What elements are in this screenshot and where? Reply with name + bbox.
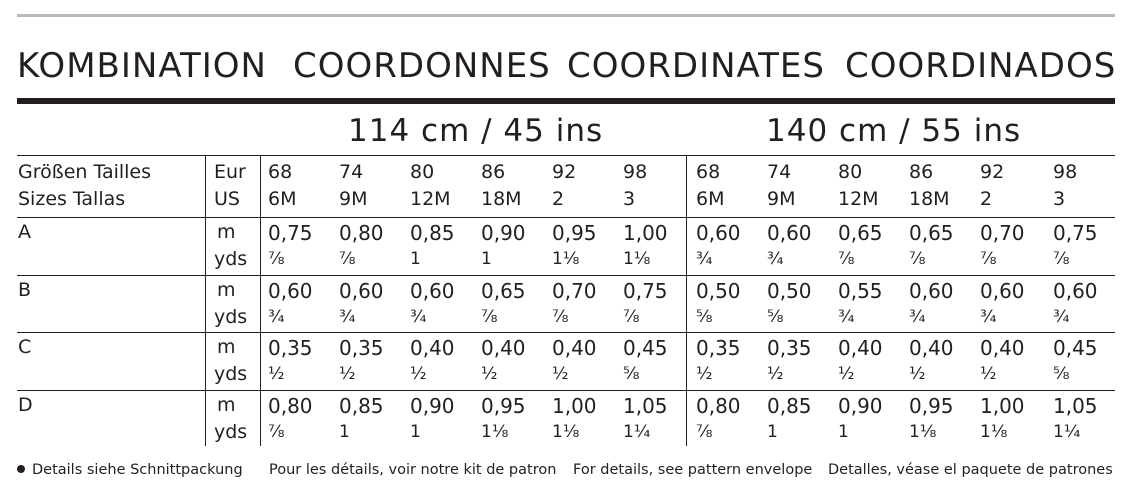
eur-label: Eur [214,161,246,183]
cell-yds: ⅞ [838,249,855,269]
cell-yds: 1⅛ [909,422,937,442]
cell-yds: ¾ [1053,307,1070,327]
cell-yds: ⅝ [767,307,784,327]
cell-yds: ½ [268,364,285,384]
cell-yds: ⅞ [339,249,356,269]
size-us-114-4: 2 [552,188,565,210]
fabric-width-140: 140 cm / 55 ins [766,113,1022,149]
table-rule-b [17,275,1115,276]
cell-m: 0,40 [909,336,954,360]
cell-m: 0,95 [909,394,954,418]
cell-yds: 1 [838,422,849,442]
unit-m: m [217,336,236,358]
size-eur-140-2: 80 [838,161,863,183]
title-underline [17,98,1115,104]
cell-yds: 1 [481,249,492,269]
footnote-german [17,462,243,478]
cell-m: 1,05 [623,394,668,418]
cell-m: 0,60 [339,279,384,303]
cell-yds: ¾ [268,307,285,327]
title-french: COORDONNES [293,46,551,86]
cell-m: 1,00 [552,394,597,418]
size-eur-114-3: 86 [481,161,506,183]
title-spanish: COORDINADOS [845,46,1117,86]
footnote-spanish: Detalles, véase el paquete de patrones [828,462,1113,478]
cell-m: 0,40 [980,336,1025,360]
size-eur-114-0: 68 [268,161,293,183]
cell-yds: ⅞ [268,249,285,269]
divider-width-114 [260,156,261,446]
cell-yds: ⅞ [1053,249,1070,269]
size-eur-114-1: 74 [339,161,364,183]
cell-yds: ⅞ [552,307,569,327]
cell-m: 0,85 [339,394,384,418]
cell-m: 0,85 [410,221,455,245]
cell-m: 0,95 [552,221,597,245]
row-label-c: C [18,336,32,358]
cell-yds: ½ [980,364,997,384]
cell-m: 0,40 [481,336,526,360]
cell-yds: ½ [339,364,356,384]
cell-yds: ⅞ [909,249,926,269]
size-eur-140-4: 92 [980,161,1005,183]
unit-yds: yds [214,363,248,385]
cell-yds: 1⅛ [623,249,651,269]
cell-yds: 1⅛ [552,422,580,442]
fabric-width-114: 114 cm / 45 ins [348,113,604,149]
unit-yds: yds [214,306,248,328]
cell-m: 0,60 [410,279,455,303]
size-us-140-3: 18M [909,188,950,210]
cell-yds: ¾ [767,249,784,269]
size-us-114-3: 18M [481,188,522,210]
cell-m: 0,45 [623,336,668,360]
cell-m: 0,80 [339,221,384,245]
divider-label-column [205,156,206,446]
cell-yds: ½ [481,364,498,384]
cell-m: 0,65 [838,221,883,245]
cell-m: 0,90 [481,221,526,245]
unit-yds: yds [214,248,248,270]
cell-m: 0,60 [696,221,741,245]
cell-yds: 1¼ [623,422,651,442]
table-rule-c [17,332,1115,333]
cell-yds: 1 [767,422,778,442]
title-english: COORDINATES [567,46,825,86]
cell-m: 0,90 [838,394,883,418]
size-us-140-2: 12M [838,188,879,210]
footnote-french: Pour les détails, voir notre kit de patron [269,462,557,478]
cell-yds: ⅝ [623,364,640,384]
cell-yds: ¾ [980,307,997,327]
cell-yds: 1 [410,422,421,442]
cell-m: 0,60 [268,279,313,303]
cell-m: 0,80 [696,394,741,418]
cell-m: 0,65 [481,279,526,303]
row-label-d: D [18,394,33,416]
cell-yds: ⅞ [696,422,713,442]
cell-m: 0,90 [410,394,455,418]
cell-m: 0,45 [1053,336,1098,360]
cell-yds: 1¼ [1053,422,1081,442]
cell-m: 0,95 [481,394,526,418]
unit-m: m [217,221,236,243]
cell-yds: ⅞ [623,307,640,327]
top-rule [17,14,1115,17]
cell-m: 0,70 [552,279,597,303]
cell-m: 0,40 [838,336,883,360]
cell-m: 0,35 [268,336,313,360]
cell-m: 0,50 [767,279,812,303]
cell-yds: ½ [909,364,926,384]
row-label-a: A [18,221,31,243]
size-us-114-5: 3 [623,188,636,210]
size-us-140-1: 9M [767,188,796,210]
cell-m: 0,40 [552,336,597,360]
table-rule-header [17,155,1115,156]
size-us-140-0: 6M [696,188,725,210]
footnote-english: For details, see pattern envelope [573,462,813,478]
size-eur-140-3: 86 [909,161,934,183]
cell-m: 0,55 [838,279,883,303]
cell-m: 0,75 [1053,221,1098,245]
row-label-b: B [18,279,32,301]
cell-m: 1,05 [1053,394,1098,418]
cell-yds: 1 [339,422,350,442]
title-german: KOMBINATION [17,46,267,86]
size-us-140-4: 2 [980,188,993,210]
size-eur-114-2: 80 [410,161,435,183]
cell-yds: 1⅛ [552,249,580,269]
cell-yds: ⅝ [696,307,713,327]
size-eur-140-0: 68 [696,161,721,183]
footnote-german-text: Details siehe Schnittpackung [32,462,243,478]
cell-yds: ½ [410,364,427,384]
cell-m: 0,70 [980,221,1025,245]
cell-yds: ¾ [838,307,855,327]
cell-m: 0,85 [767,394,812,418]
cell-m: 0,65 [909,221,954,245]
size-us-114-0: 6M [268,188,297,210]
cell-yds: ¾ [696,249,713,269]
size-eur-114-4: 92 [552,161,577,183]
size-label-line2: Sizes Tallas [18,188,126,210]
size-us-114-2: 12M [410,188,451,210]
cell-m: 0,35 [696,336,741,360]
size-us-114-1: 9M [339,188,368,210]
table-rule-d [17,390,1115,391]
cell-m: 0,60 [1053,279,1098,303]
unit-yds: yds [214,421,248,443]
cell-m: 0,60 [909,279,954,303]
size-label-line1: Größen Tailles [18,161,152,183]
cell-m: 0,80 [268,394,313,418]
cell-m: 0,60 [980,279,1025,303]
cell-yds: ¾ [909,307,926,327]
cell-m: 0,60 [767,221,812,245]
cell-yds: ½ [838,364,855,384]
cell-yds: ¾ [410,307,427,327]
cell-yds: ½ [696,364,713,384]
cell-m: 0,40 [410,336,455,360]
cell-m: 1,00 [980,394,1025,418]
table-rule-a [17,217,1115,218]
size-us-140-5: 3 [1053,188,1066,210]
cell-yds: 1 [410,249,421,269]
cell-m: 1,00 [623,221,668,245]
unit-m: m [217,394,236,416]
cell-yds: ½ [552,364,569,384]
size-eur-140-1: 74 [767,161,792,183]
divider-width-140 [686,156,687,446]
size-eur-114-5: 98 [623,161,648,183]
cell-m: 0,75 [623,279,668,303]
cell-yds: ⅞ [481,307,498,327]
cell-yds: ⅝ [1053,364,1070,384]
bullet-icon [17,465,25,473]
us-label: US [214,188,240,210]
cell-m: 0,35 [767,336,812,360]
cell-m: 0,35 [339,336,384,360]
cell-yds: ⅞ [268,422,285,442]
unit-m: m [217,279,236,301]
cell-yds: 1⅛ [980,422,1008,442]
cell-m: 0,50 [696,279,741,303]
cell-yds: 1⅛ [481,422,509,442]
cell-yds: ¾ [339,307,356,327]
cell-m: 0,75 [268,221,313,245]
cell-yds: ½ [767,364,784,384]
size-eur-140-5: 98 [1053,161,1078,183]
cell-yds: ⅞ [980,249,997,269]
